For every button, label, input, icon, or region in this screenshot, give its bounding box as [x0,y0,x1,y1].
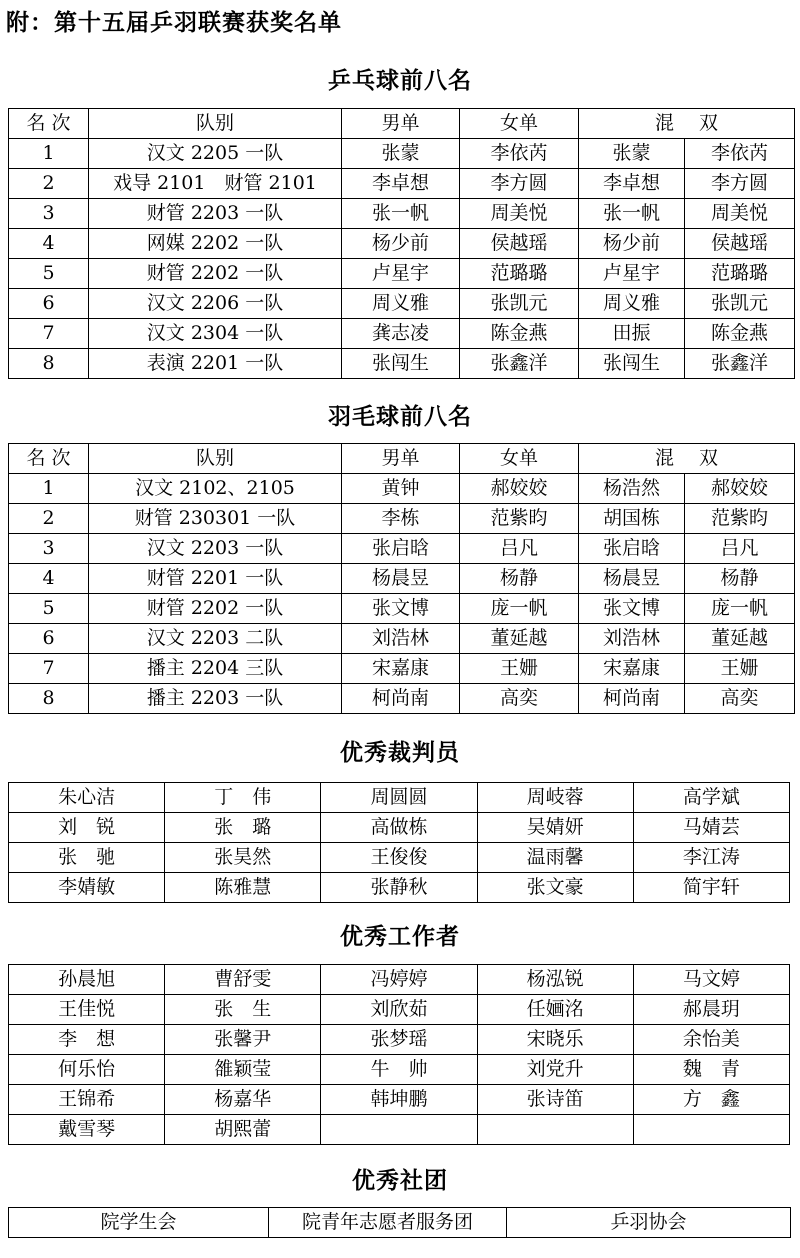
table-cell: 刘浩林 [342,624,460,654]
name-cell: 张静秋 [321,873,477,903]
table-cell: 汉文 2206 一队 [89,289,342,319]
table-cell: 汉文 2102、2105 [89,474,342,504]
pingpong-table [8,108,795,379]
table-row [9,1085,790,1115]
table-cell: 李方圆 [460,169,579,199]
table-cell: 财管 230301 一队 [89,504,342,534]
table-cell: 网媒 2202 一队 [89,229,342,259]
name-cell: 余怡美 [633,1025,789,1055]
table-cell: 张鑫洋 [460,349,579,379]
table-row [9,684,795,714]
badminton-table [8,443,795,714]
table-row [9,349,795,379]
table-row [9,873,790,903]
table-cell: 杨少前 [342,229,460,259]
header-row [9,109,795,139]
table-row [9,813,790,843]
table-row [9,564,795,594]
table-cell: 高奕 [460,684,579,714]
table-cell: 张凯元 [460,289,579,319]
name-cell: 张馨尹 [165,1025,321,1055]
table-row [9,139,795,169]
table-cell: 7 [9,654,89,684]
column-header: 男单 [342,444,460,474]
table-row [9,1208,791,1238]
table-row [9,995,790,1025]
name-cell: 宋晓乐 [477,1025,633,1055]
table-cell: 杨静 [685,564,795,594]
table-cell: 张鑫洋 [685,349,795,379]
table-cell: 王姗 [685,654,795,684]
name-cell: 马婧芸 [633,813,789,843]
column-header: 队别 [89,444,342,474]
name-cell: 杨泓锐 [477,965,633,995]
table-cell: 3 [9,534,89,564]
name-cell: 孙晨旭 [9,965,165,995]
club-cell: 院学生会 [9,1208,269,1238]
workers-table [8,964,790,1145]
name-cell: 张梦瑶 [321,1025,477,1055]
name-cell: 牛 帅 [321,1055,477,1085]
table-cell: 范璐璐 [685,259,795,289]
table-cell: 张一帆 [579,199,685,229]
name-cell: 王俊俊 [321,843,477,873]
table-cell: 张文博 [342,594,460,624]
table-row [9,259,795,289]
table-cell: 张启晗 [579,534,685,564]
table-cell: 龚志凌 [342,319,460,349]
name-cell [321,1115,477,1145]
table-cell: 庞一帆 [685,594,795,624]
table-cell: 柯尚南 [342,684,460,714]
table-row [9,1115,790,1145]
table-cell: 汉文 2205 一队 [89,139,342,169]
name-cell: 戴雪琴 [9,1115,165,1145]
table-cell: 吕凡 [685,534,795,564]
name-cell: 温雨馨 [477,843,633,873]
name-cell: 雒颖莹 [165,1055,321,1085]
name-cell: 杨嘉华 [165,1085,321,1115]
table-row [9,1025,790,1055]
table-cell: 7 [9,319,89,349]
name-cell: 马文婷 [633,965,789,995]
name-cell: 刘 锐 [9,813,165,843]
document-title: 附：第十五届乒羽联赛获奖名单 [6,9,342,36]
column-header: 女单 [460,109,579,139]
table-cell: 张文博 [579,594,685,624]
referees-table [8,782,790,903]
name-cell: 李婧敏 [9,873,165,903]
table-cell: 8 [9,684,89,714]
club-cell: 乒羽协会 [507,1208,791,1238]
name-cell: 高做栋 [321,813,477,843]
table-row [9,169,795,199]
column-header: 名 次 [9,444,89,474]
name-cell: 何乐怡 [9,1055,165,1085]
table-row [9,504,795,534]
table-row [9,229,795,259]
table-cell: 黄钟 [342,474,460,504]
table-cell: 3 [9,199,89,229]
club-cell: 院青年志愿者服务团 [269,1208,507,1238]
name-cell: 王锦希 [9,1085,165,1115]
name-cell: 陈雅慧 [165,873,321,903]
name-cell: 张 璐 [165,813,321,843]
table-cell: 汉文 2203 一队 [89,534,342,564]
table-cell: 侯越瑶 [460,229,579,259]
name-cell: 刘党升 [477,1055,633,1085]
table-cell: 侯越瑶 [685,229,795,259]
column-header: 队别 [89,109,342,139]
table-cell: 6 [9,289,89,319]
table-cell: 王姗 [460,654,579,684]
header-row [9,444,795,474]
table-cell: 4 [9,229,89,259]
table-cell: 周美悦 [460,199,579,229]
column-header: 女单 [460,444,579,474]
table-row [9,654,795,684]
name-cell: 刘欣茹 [321,995,477,1025]
table-cell: 宋嘉康 [579,654,685,684]
name-cell: 周岐蓉 [477,783,633,813]
name-cell: 冯婷婷 [321,965,477,995]
table-cell: 5 [9,259,89,289]
clubs-section-title: 优秀社团 [352,1167,448,1194]
table-cell: 2 [9,169,89,199]
table-cell: 1 [9,139,89,169]
name-cell: 丁 伟 [165,783,321,813]
name-cell: 胡熙蕾 [165,1115,321,1145]
name-cell [633,1115,789,1145]
table-cell: 杨晨昱 [342,564,460,594]
table-cell: 范紫昀 [460,504,579,534]
table-cell: 李依芮 [685,139,795,169]
table-cell: 宋嘉康 [342,654,460,684]
table-cell: 庞一帆 [460,594,579,624]
name-cell: 曹舒雯 [165,965,321,995]
table-cell: 陈金燕 [685,319,795,349]
name-cell: 张 驰 [9,843,165,873]
table-cell: 张启晗 [342,534,460,564]
table-cell: 胡国栋 [579,504,685,534]
table-cell: 刘浩林 [579,624,685,654]
referees-section-title: 优秀裁判员 [340,739,460,766]
table-row [9,843,790,873]
table-cell: 财管 2202 一队 [89,259,342,289]
table-cell: 李方圆 [685,169,795,199]
table-row [9,534,795,564]
name-cell: 魏 青 [633,1055,789,1085]
name-cell: 张昊然 [165,843,321,873]
name-cell: 李 想 [9,1025,165,1055]
name-cell: 李江涛 [633,843,789,873]
column-header: 名 次 [9,109,89,139]
table-cell: 张一帆 [342,199,460,229]
name-cell: 任婳洺 [477,995,633,1025]
table-cell: 播主 2203 一队 [89,684,342,714]
workers-section-title: 优秀工作者 [340,923,460,950]
table-row [9,594,795,624]
pingpong-section-title: 乒乓球前八名 [328,67,472,94]
name-cell: 郝晨玥 [633,995,789,1025]
table-cell: 范璐璐 [460,259,579,289]
table-cell: 范紫昀 [685,504,795,534]
table-cell: 财管 2202 一队 [89,594,342,624]
name-cell: 张 生 [165,995,321,1025]
table-cell: 2 [9,504,89,534]
table-row [9,624,795,654]
table-cell: 卢星宇 [579,259,685,289]
table-cell: 张闯生 [579,349,685,379]
table-cell: 6 [9,624,89,654]
column-header: 混 双 [579,109,795,139]
table-cell: 周义雅 [342,289,460,319]
table-cell: 汉文 2203 二队 [89,624,342,654]
table-cell: 5 [9,594,89,624]
table-row [9,965,790,995]
table-row [9,783,790,813]
table-row [9,319,795,349]
name-cell: 王佳悦 [9,995,165,1025]
table-cell: 4 [9,564,89,594]
table-cell: 李卓想 [579,169,685,199]
table-cell: 郝姣姣 [685,474,795,504]
table-cell: 张蒙 [579,139,685,169]
table-cell: 汉文 2304 一队 [89,319,342,349]
table-cell: 卢星宇 [342,259,460,289]
name-cell: 简宇轩 [633,873,789,903]
table-cell: 杨晨昱 [579,564,685,594]
table-cell: 财管 2201 一队 [89,564,342,594]
table-row [9,474,795,504]
table-cell: 董延越 [460,624,579,654]
table-cell: 郝姣姣 [460,474,579,504]
table-cell: 张凯元 [685,289,795,319]
table-cell: 高奕 [685,684,795,714]
name-cell: 张文豪 [477,873,633,903]
table-cell: 表演 2201 一队 [89,349,342,379]
table-cell: 张蒙 [342,139,460,169]
table-cell: 1 [9,474,89,504]
table-cell: 柯尚南 [579,684,685,714]
table-cell: 陈金燕 [460,319,579,349]
table-cell: 张闯生 [342,349,460,379]
table-row [9,199,795,229]
column-header: 混 双 [579,444,795,474]
table-cell: 田振 [579,319,685,349]
table-row [9,289,795,319]
table-cell: 董延越 [685,624,795,654]
table-cell: 杨浩然 [579,474,685,504]
name-cell: 高学斌 [633,783,789,813]
table-row [9,1055,790,1085]
table-cell: 戏导 2101 财管 2101 [89,169,342,199]
name-cell: 方 鑫 [633,1085,789,1115]
table-cell: 周美悦 [685,199,795,229]
table-cell: 杨少前 [579,229,685,259]
table-cell: 播主 2204 三队 [89,654,342,684]
name-cell: 朱心洁 [9,783,165,813]
table-cell: 李栋 [342,504,460,534]
table-cell: 杨静 [460,564,579,594]
table-cell: 财管 2203 一队 [89,199,342,229]
name-cell: 周圆圆 [321,783,477,813]
table-cell: 李卓想 [342,169,460,199]
table-cell: 吕凡 [460,534,579,564]
table-cell: 8 [9,349,89,379]
clubs-table [8,1207,791,1238]
table-cell: 李依芮 [460,139,579,169]
badminton-section-title: 羽毛球前八名 [328,403,472,430]
name-cell: 韩坤鹏 [321,1085,477,1115]
name-cell [477,1115,633,1145]
table-cell: 周义雅 [579,289,685,319]
column-header: 男单 [342,109,460,139]
name-cell: 吴婧妍 [477,813,633,843]
name-cell: 张诗笛 [477,1085,633,1115]
